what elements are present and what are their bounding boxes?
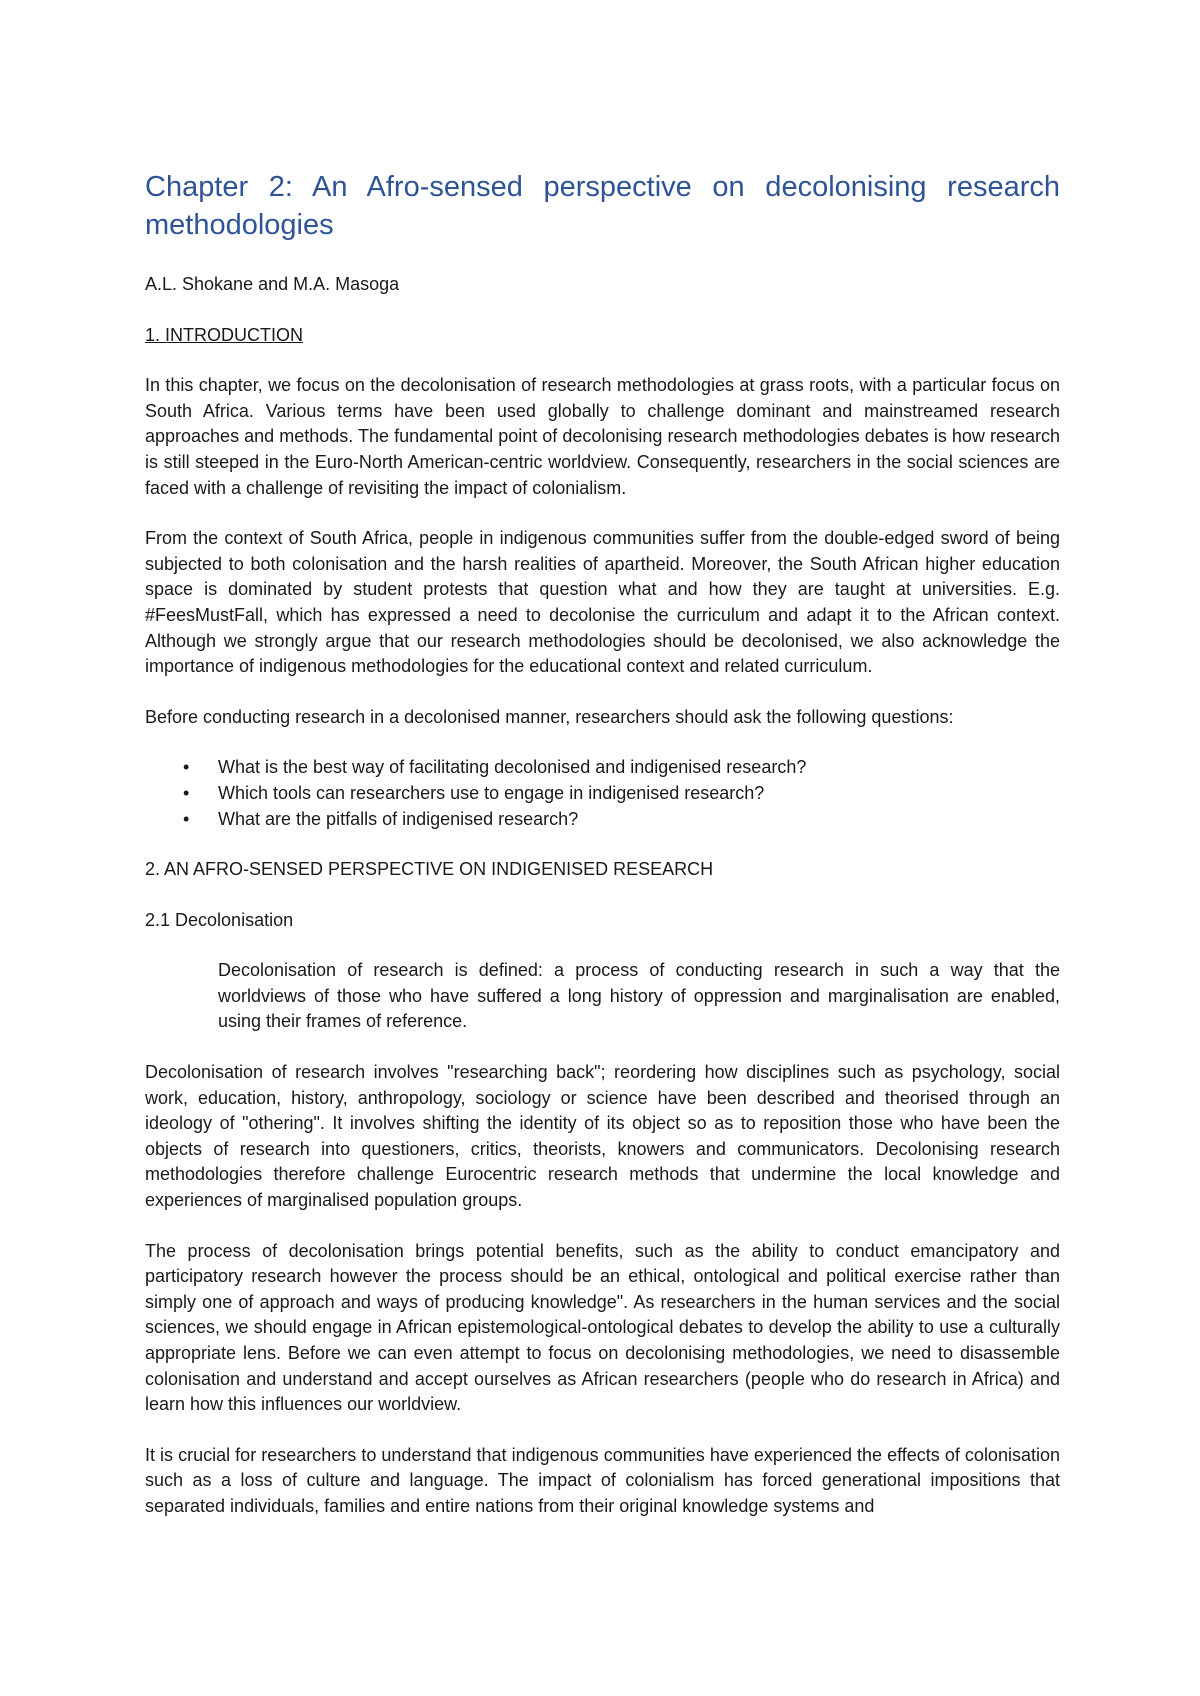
paragraph: Before conducting research in a decolonised manner, researchers should ask the following questions: <box>145 706 954 727</box>
list-item <box>145 755 1060 781</box>
paragraph: It is crucial for researchers to understand that indigenous communities have experienced the effects of colonisation such as a loss of culture and language. The impact of colonialism has forced generational impositions that separated individuals, families and entire nations from their original knowledge systems and <box>145 1444 1060 1516</box>
list-item-text: What is the best way of facilitating decolonised and indigenised research? <box>218 757 807 778</box>
list-item <box>145 807 1060 833</box>
list-item <box>145 781 1060 807</box>
authors: A.L. Shokane and M.A. Masoga <box>145 274 400 294</box>
questions-list <box>145 755 1060 832</box>
paragraph: From the context of South Africa, people in indigenous communities suffer from the double-edged sword of being subjected to both colonisation and the harsh realities of apartheid. Moreover, the South African higher education space is dominated by student protests that question what and how they are taught at universities. E.g. #FeesMustFall, which has expressed a need to decolonise the curriculum and adapt it to the African context. Although we strongly argue that our research methodologies should be decolonised, we also acknowledge the importance of indigenous methodologies for the educational context and related curriculum. <box>145 528 1060 677</box>
section-heading-introduction: 1. INTRODUCTION <box>145 324 304 345</box>
paragraph: The process of decolonisation brings potential benefits, such as the ability to conduct emancipatory and participatory research however the process should be an ethical, ontological and political exercise rather than simply one of approach and ways of producing knowledge". As researchers in the human services and the social sciences, we should engage in African epistemological-ontological debates to develop the ability to use a culturally appropriate lens. Before we can even attempt to focus on decolonising methodologies, we need to disassemble colonisation and understand and accept ourselves as African researchers (people who do research in Africa) and learn how this influences our worldview. <box>145 1240 1060 1415</box>
document-page <box>145 168 1060 1520</box>
block-quote: Decolonisation of research is defined: a process of conducting research in such a way that the worldviews of those who have suffered a long history of oppression and marginalisation are enabled, using their frames of reference. <box>218 960 1060 1032</box>
paragraph: Decolonisation of research involves "researching back"; reordering how disciplines such as psychology, social work, education, history, anthropology, sociology or science have been described and theorised through an ideology of "othering". It involves shifting the identity of its object so as to reposition those who have been the objects of research into questioners, critics, theorists, knowers and communicators. Decolonising research methodologies therefore challenge Eurocentric research methods that undermine the local knowledge and experiences of marginalised population groups. <box>145 1062 1060 1211</box>
list-item-text: What are the pitfalls of indigenised research? <box>218 808 579 829</box>
paragraph: In this chapter, we focus on the decolonisation of research methodologies at grass roots, with a particular focus on South Africa. Various terms have been used globally to challenge dominant and mainstreamed research approaches and methods. The fundamental point of decolonising research methodologies debates is how research is still steeped in the Euro-North American-centric worldview. Consequently, researchers in the social sciences are faced with a challenge of revisiting the impact of colonialism. <box>145 375 1060 498</box>
bullet-icon: • <box>183 757 190 778</box>
bullet-icon: • <box>183 782 190 803</box>
subsection-heading-decolonisation: 2.1 Decolonisation <box>145 909 294 930</box>
bullet-icon: • <box>183 808 190 829</box>
chapter-title: Chapter 2: An Afro-sensed perspective on decolonising research methodologies <box>145 171 1060 241</box>
list-item-text: Which tools can researchers use to engage in indigenised research? <box>218 782 765 803</box>
section-heading-afro-sensed: 2. AN AFRO-SENSED PERSPECTIVE ON INDIGENISED RESEARCH <box>145 859 714 880</box>
